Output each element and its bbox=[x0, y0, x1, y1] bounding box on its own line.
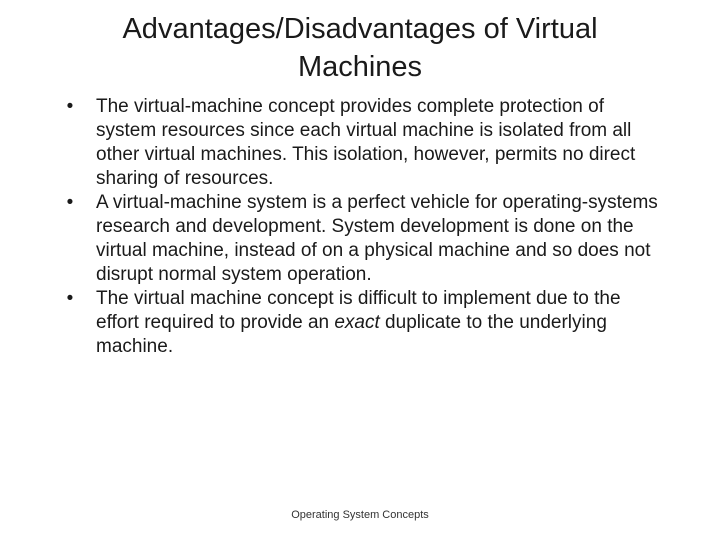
bullet-text-emphasis: exact bbox=[334, 312, 380, 333]
bullet-text: A virtual-machine system is a perfect vehicle for operating-systems research and development. System development is done on the virtual machine, instead of on a physical machine and so does not disrupt normal system operation. bbox=[96, 192, 658, 285]
bullet-list bbox=[54, 95, 664, 359]
bullet-item bbox=[54, 191, 664, 287]
slide-footer: Operating System Concepts bbox=[291, 509, 429, 521]
bullet-dot-icon: • bbox=[66, 192, 74, 213]
bullet-dot-icon: • bbox=[66, 288, 74, 309]
bullet-text: The virtual machine concept is difficult to implement due to the effort required to provide an bbox=[96, 288, 621, 333]
bullet-item bbox=[54, 287, 664, 359]
bullet-text: duplicate to the underlying machine. bbox=[96, 312, 607, 357]
slide-title: Advantages/Disadvantages of Virtual Machines bbox=[122, 13, 598, 83]
bullet-dot-icon: • bbox=[66, 96, 74, 117]
bullet-text: The virtual-machine concept provides complete protection of system resources since each virtual machine is isolated from all other virtual machines. This isolation, however, permits no direct sharing of resources. bbox=[96, 96, 636, 189]
bullet-item bbox=[54, 95, 664, 191]
